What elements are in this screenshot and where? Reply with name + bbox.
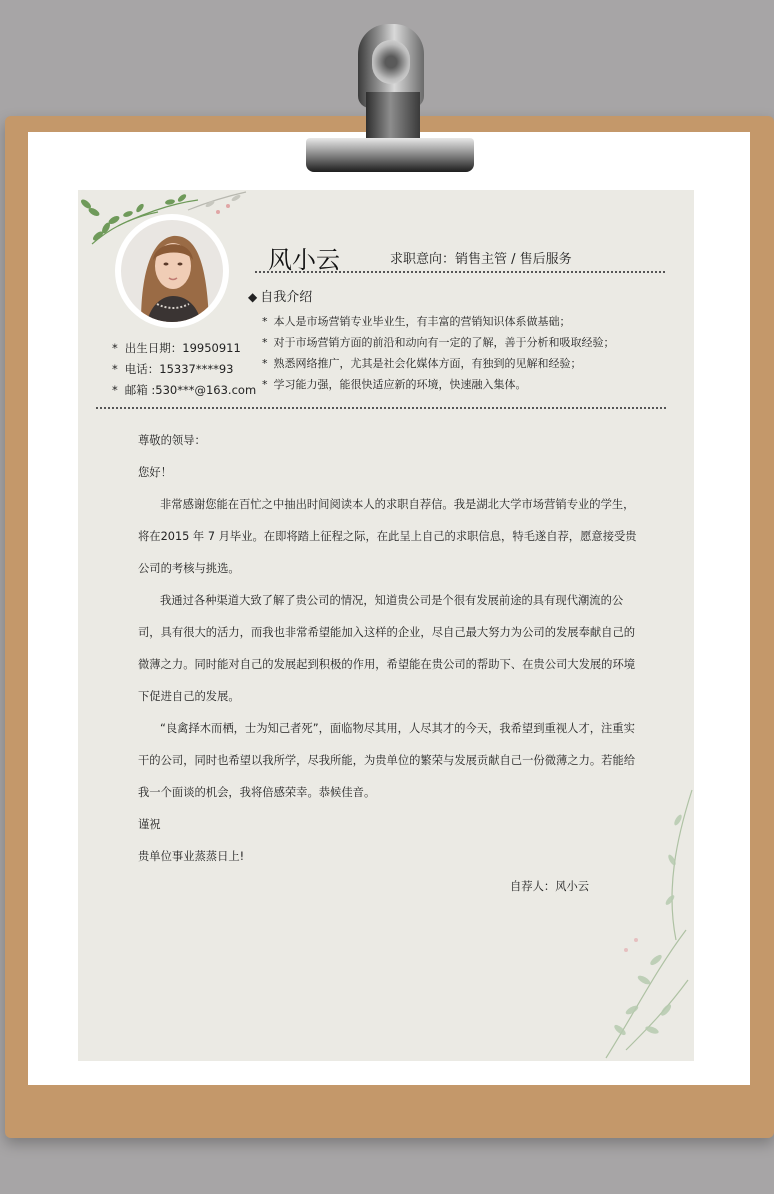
divider: [96, 407, 666, 409]
letter-paragraph: “良禽择木而栖，士为知己者死”，面临物尽其用，人尽其才的今天，我希望到重视人才，注重实干的公司，同时也希望以我所学，尽我所能，为贵单位的繁荣与发展贡献自己一份微薄之力。若能给我一个面谈的机会，我将倍感荣幸。恭候佳音。: [138, 722, 636, 799]
letter-paragraph: 非常感谢您能在百忙之中抽出时间阅读本人的求职自荐信。我是湖北大学市场营销专业的学生，将在2015 年 7 月毕业。在即将踏上征程之际，在此呈上自己的求职信息，特毛遂自荐，愿意接受贵公司的考核与挑选。: [138, 498, 637, 575]
profile-photo: [121, 220, 223, 322]
job-intent: 求职意向：销售主管 / 售后服务: [390, 252, 572, 267]
section-title-text: 自我介绍: [260, 290, 313, 305]
divider: [255, 271, 665, 273]
list-item: * 学习能力强，能很快适应新的环境，快速融入集体。: [262, 374, 615, 395]
personal-info-list: [112, 338, 256, 401]
binder-clip-hole: [372, 40, 410, 84]
applicant-name: 风小云: [268, 246, 340, 274]
list-item: * 本人是市场营销专业毕业生，有丰富的营销知识体系做基础；: [262, 311, 615, 332]
binder-clip-base: [366, 92, 420, 140]
list-item: * 对于市场营销方面的前沿和动向有一定的了解，善于分析和吸取经验；: [262, 332, 615, 353]
diamond-bullet-icon: ◆: [248, 290, 258, 304]
birth-date: * 出生日期：19950911: [112, 338, 256, 359]
self-intro-list: [262, 311, 615, 395]
cover-letter: [138, 425, 642, 873]
email-address: * 邮箱 :530***@163.com: [112, 380, 256, 401]
section-title: [248, 286, 312, 305]
binder-clip-bar: [306, 138, 474, 172]
salutation: 尊敬的领导：: [138, 434, 206, 447]
closing-line: 谨祝: [138, 818, 161, 831]
letter-paragraph: 我通过各种渠道大致了解了贵公司的情况，知道贵公司是个很有发展前途的具有现代潮流的公司，具有很大的活力，而我也非常希望能加入这样的企业，尽自己最大努力为公司的发展奉献自己的微薄之力。同时能对自己的发展起到积极的作用，希望能在贵公司的帮助下、在贵公司大发展的环境下促进自己的发展。: [138, 594, 636, 703]
list-item: * 熟悉网络推广，尤其是社会化媒体方面，有独到的见解和经验；: [262, 353, 615, 374]
phone-number: * 电话：15337****93: [112, 359, 256, 380]
closing-wish: 贵单位事业蒸蒸日上!: [138, 850, 245, 863]
signature: 自荐人：风小云: [510, 880, 590, 893]
greeting: 您好！: [138, 466, 172, 479]
